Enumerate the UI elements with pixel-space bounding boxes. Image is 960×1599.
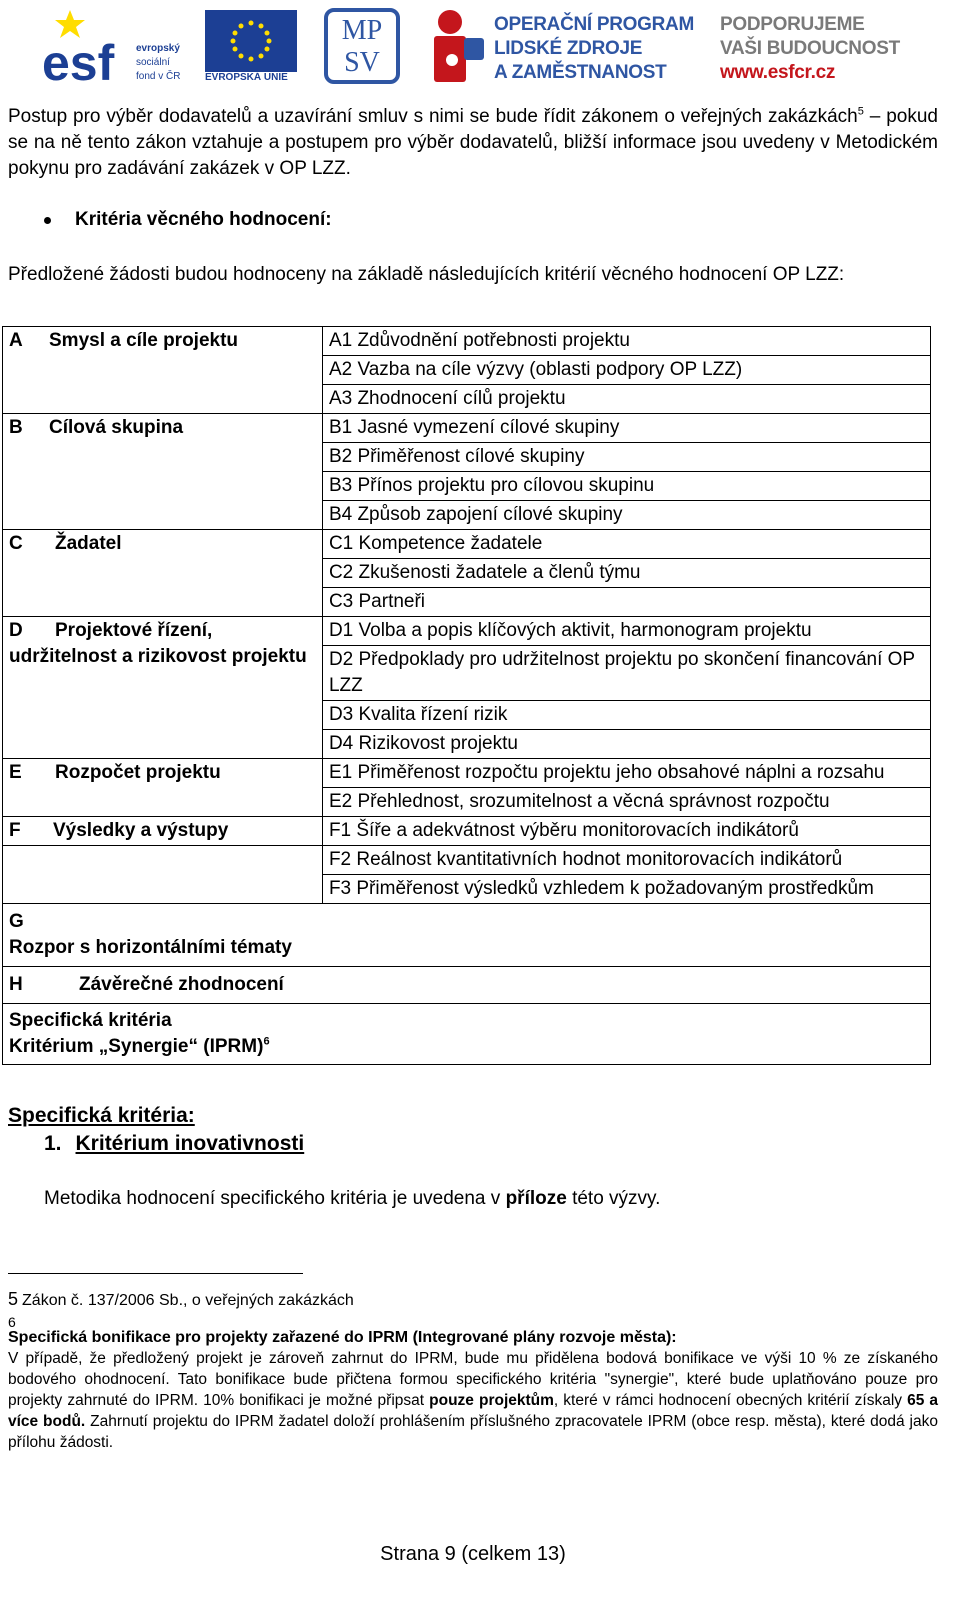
- slogan-line2: VAŠI BUDOUCNOST: [720, 38, 900, 59]
- criterion-b-cell: B Cílová skupina: [3, 414, 323, 530]
- subcriterion-d1: D1 Volba a popis klíčových aktivit, harmonogram projektu: [322, 617, 930, 646]
- subcriterion-f2: F2 Reálnost kvantitativních hodnot monitorovacích indikátorů: [322, 846, 930, 875]
- subcriterion-e1: E1 Přiměřenost rozpočtu projektu jeho obsahové náplni a rozsahu: [322, 759, 930, 788]
- criterion-c-cell: C Žadatel: [3, 530, 323, 617]
- criterion-h-cell: H Závěrečné zhodnocení: [3, 967, 323, 1004]
- criteria-table: [2, 326, 931, 1065]
- subcriterion-a3: A3 Zhodnocení cílů projektu: [322, 385, 930, 414]
- footnote-6-number: 6: [8, 1314, 16, 1330]
- subcriterion-d3: D3 Kvalita řízení rizik: [322, 701, 930, 730]
- criterion-a-name: Smysl a cíle projektu: [49, 330, 239, 351]
- subcriterion-c3: C3 Partneři: [322, 588, 930, 617]
- op-line2: LIDSKÉ ZDROJE: [494, 38, 643, 59]
- specific-item-number: 1.: [44, 1132, 62, 1155]
- specific-criteria-line2: Kritérium „Synergie“ (IPRM): [9, 1036, 264, 1057]
- esf-line3: fond v ČR: [136, 71, 181, 82]
- subcriterion-a1: A1 Zdůvodnění potřebnosti projektu: [322, 327, 930, 356]
- footnote-6-body: V případě, že předložený projekt je zároveň zahrnut do IPRM, bude mu přidělena bodová bonifikace ve výši 10 % ze získaného bodového ohodnocení. Tato bonifikace bude přičtena formou specifického kritéria "synergie", které bude uplatňováno pouze pro projekty zahrnuté do IPRM. 10% bonifikaci je možné připsat pouze projektům, které v rámci hodnocení obecných kritérií získaly 65 a více bodů. Zahrnutí projektu do IPRM žadatel doloží prohlášením příslušného zpracovatele IPRM (obce resp. města), které dodá jako přílohu žádosti.: [8, 1350, 938, 1451]
- table-row: [3, 1004, 931, 1065]
- subcriterion-e2: E2 Přehlednost, srozumitelnost a věcná správnost rozpočtu: [322, 788, 930, 817]
- specific-item-1: [44, 1132, 304, 1156]
- footnote-5: 5 Zákon č. 137/2006 Sb., o veřejných zakázkách: [8, 1289, 354, 1309]
- subcriterion-d4: D4 Rizikovost projektu: [322, 730, 930, 759]
- specific-criteria-cell: [3, 1004, 323, 1065]
- bullet-heading: [44, 209, 332, 231]
- criterion-g-cell: GRozpor s horizontálními tématy: [3, 904, 323, 967]
- footnote-5-text: Zákon č. 137/2006 Sb., o veřejných zakázkách: [22, 1292, 354, 1309]
- criterion-b-name: Cílová skupina: [49, 417, 184, 438]
- criterion-f-name: Výsledky a výstupy: [53, 820, 229, 841]
- esf-line2: sociální: [136, 57, 170, 68]
- slogan-line1: PODPORUJEME: [720, 14, 865, 35]
- mpsv-logo: [324, 8, 402, 88]
- footnote-ref-6: 6: [263, 1035, 270, 1048]
- logo-header: [40, 6, 920, 88]
- intro-text-a: Postup pro výběr dodavatelů a uzavírání smluv s nimi se bude řídit zákonem o veřejných zakázkách: [8, 106, 858, 127]
- esf-logo: [40, 8, 195, 88]
- bullet-heading-text: Kritéria věcného hodnocení:: [75, 209, 332, 230]
- subcriterion-b3: B3 Přínos projektu pro cílovou skupinu: [322, 472, 930, 501]
- criterion-f-cell: F Výsledky a výstupy: [3, 817, 323, 846]
- specific-heading: Specifická kritéria:: [8, 1104, 195, 1127]
- slogan-url: www.esfcr.cz: [720, 62, 836, 83]
- subcriterion-a2: A2 Vazba na cíle výzvy (oblasti podpory OP LZZ): [322, 356, 930, 385]
- subcriterion-b4: B4 Způsob zapojení cílové skupiny: [322, 501, 930, 530]
- subcriterion-b2: B2 Přiměřenost cílové skupiny: [322, 443, 930, 472]
- specific-criteria-line1: Specifická kritéria: [9, 1010, 172, 1031]
- specific-item-text: Kritérium inovativnosti: [75, 1132, 305, 1155]
- op-line1: OPERAČNÍ PROGRAM: [494, 14, 694, 35]
- criterion-d-name: Projektové řízení, udržitelnost a rizikovost projektu: [9, 620, 307, 667]
- op-lzz-logo: [430, 8, 720, 88]
- table-row: [3, 414, 931, 443]
- criterion-g-name: Rozpor s horizontálními tématy: [9, 937, 292, 958]
- mpsv-bottom: SV: [344, 47, 380, 78]
- mpsv-top: MP: [341, 15, 383, 46]
- subcriterion-d2: D2 Předpoklady pro udržitelnost projektu po skončení financování OP LZZ: [322, 646, 930, 701]
- subcriterion-f1: F1 Šíře a adekvátnost výběru monitorovacích indikátorů: [322, 817, 930, 846]
- table-row: [3, 530, 931, 559]
- footnote-6-heading: Specifická bonifikace pro projekty zařazené do IPRM (Integrované plány rozvoje města):: [8, 1329, 677, 1346]
- method-bold: příloze: [505, 1188, 567, 1209]
- table-row: [3, 846, 931, 875]
- criteria-intro: Předložené žádosti budou hodnoceny na základě následujících kritérií věcného hodnocení OP LZZ:: [8, 264, 845, 285]
- table-row: [3, 617, 931, 646]
- bullet-dot-icon: [44, 217, 51, 224]
- puzzle-figure-icon: [430, 8, 488, 86]
- criterion-e-name: Rozpočet projektu: [55, 762, 221, 783]
- criterion-a-cell: A Smysl a cíle projektu: [3, 327, 323, 414]
- intro-text-b: – pokud se na ně tento zákon vztahuje a postupem pro výběr dodavatelů, bližší informace jsou uvedeny v Metodickém pokynu pro zadávání zakázek v OP LZZ.: [8, 106, 938, 179]
- method-paragraph: Metodika hodnocení specifického kritéria je uvedena v příloze této výzvy.: [44, 1188, 661, 1209]
- criterion-f-blank: [3, 846, 323, 904]
- criterion-d-cell: D Projektové řízení, udržitelnost a rizikovost projektu: [3, 617, 323, 759]
- esf-line1: evropský: [136, 43, 180, 54]
- intro-paragraph: [8, 104, 938, 182]
- criterion-c-name: Žadatel: [55, 533, 122, 554]
- eu-label: EVROPSKÁ UNIE: [205, 72, 288, 83]
- footnote-ref-5: 5: [857, 105, 864, 118]
- table-row: [3, 759, 931, 788]
- op-line3: A ZAMĚSTNANOST: [494, 62, 667, 83]
- subcriterion-f3: F3 Přiměřenost výsledků vzhledem k požadovaným prostředkům: [322, 875, 930, 904]
- eu-flag-icon: [205, 10, 297, 72]
- page-number: Strana 9 (celkem 13): [380, 1543, 566, 1565]
- table-row: [3, 904, 931, 967]
- table-row: [3, 327, 931, 356]
- table-row: [3, 817, 931, 846]
- esf-letters: esf: [42, 35, 115, 88]
- subcriterion-c2: C2 Zkušenosti žadatele a členů týmu: [322, 559, 930, 588]
- criterion-h-name: Závěrečné zhodnocení: [79, 974, 284, 995]
- criterion-e-cell: E Rozpočet projektu: [3, 759, 323, 817]
- eu-logo: [205, 8, 335, 88]
- slogan-logo: [720, 8, 920, 88]
- subcriterion-b1: B1 Jasné vymezení cílové skupiny: [322, 414, 930, 443]
- footnote-6: [8, 1312, 938, 1453]
- subcriterion-c1: C1 Kompetence žadatele: [322, 530, 930, 559]
- table-row: [3, 967, 931, 1004]
- footnote-divider: [8, 1273, 303, 1274]
